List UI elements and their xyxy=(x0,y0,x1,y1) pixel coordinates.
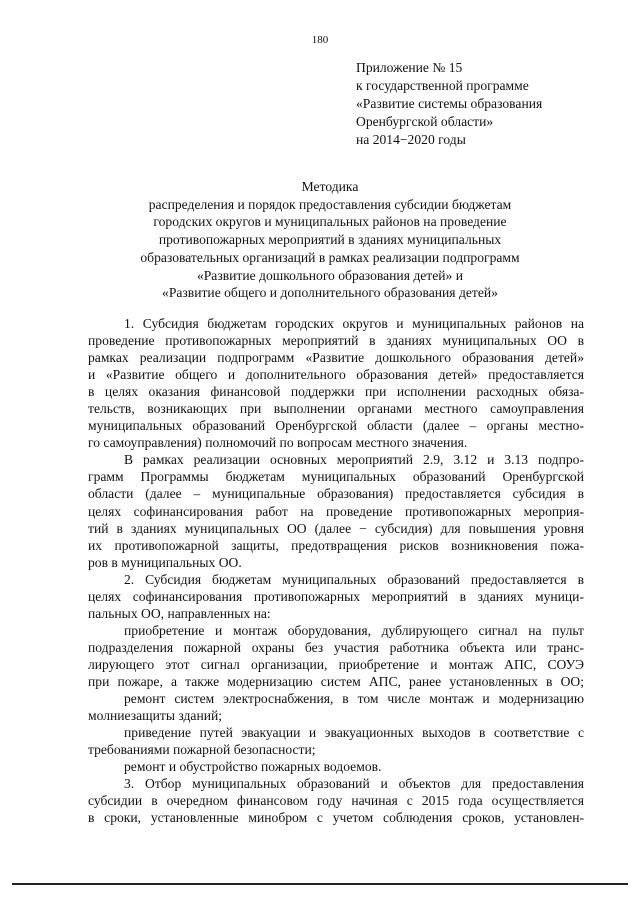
appendix-line: Приложение № 15 xyxy=(356,60,463,75)
paragraph-line: рамках реализации подпрограмм «Развитие дошкольного образования детей» xyxy=(88,350,584,366)
appendix-block xyxy=(356,59,542,149)
paragraph-line: 1. Субсидия бюджетам городских округов и муниципальных районов на xyxy=(124,316,584,331)
paragraph-line: при пожаре, а также модернизацию систем АПС, ранее установленных в ОО; xyxy=(88,673,584,689)
paragraph-line: грамм Программы бюджетам муниципальных образований Оренбургской xyxy=(88,469,584,485)
page-number: 180 xyxy=(311,34,329,46)
appendix-line: к государственной программе xyxy=(356,78,529,93)
paragraph-line: В рамках реализации основных мероприятий 2.9, 3.12 и 3.13 подпро- xyxy=(124,452,584,468)
paragraph-line: целях софинансирования работ на проведение противопожарных мероприя- xyxy=(88,503,584,519)
title-line: образовательных организаций в рамках реализации подпрограмм xyxy=(140,249,520,265)
appendix-line: «Развитие системы образования xyxy=(356,96,543,111)
paragraph-line: приобретение и монтаж оборудования, дублирующего сигнал на пульт xyxy=(124,622,584,638)
paragraph-line: в целях оказания финансовой поддержки при исполнении расходных обяза- xyxy=(88,384,584,400)
paragraph-line: и «Развитие общего и дополнительного образования детей» предоставляется xyxy=(88,367,584,383)
paragraph-line: требованиями пожарной безопасности; xyxy=(88,742,316,758)
title-heading: Методика xyxy=(301,179,359,194)
paragraph-line: молниезащиты зданий; xyxy=(88,708,223,724)
paragraph-line: муниципальных образований Оренбургской области (далее – органы местно- xyxy=(88,418,584,434)
title-line: противопожарных мероприятий в зданиях муниципальных xyxy=(158,232,502,248)
paragraph-line: ремонт систем электроснабжения, в том числе монтаж и модернизацию xyxy=(124,691,584,707)
paragraph-line: проведение противопожарных мероприятий в зданиях муниципальных ОО в xyxy=(88,333,584,349)
paragraph-line: ремонт и обустройство пожарных водоемов. xyxy=(124,759,382,775)
title-line: «Развитие общего и дополнительного образования детей» xyxy=(162,285,498,301)
scan-bottom-edge xyxy=(12,883,628,885)
appendix-line: Оренбургской области» xyxy=(356,114,494,129)
paragraph-line: субсидии в очередном финансовом году начиная с 2015 года осуществляется xyxy=(88,793,584,809)
title-line: городских округов и муниципальных районов на проведение xyxy=(153,214,507,230)
paragraph-line: целях софинансирования противопожарных мероприятий в зданиях муници- xyxy=(88,588,584,604)
paragraph-line: тий в зданиях муниципальных ОО (далее − субсидия) для повышения уровня xyxy=(88,520,584,536)
paragraph-line: 2. Субсидия бюджетам муниципальных образований предоставляется в xyxy=(124,571,584,587)
body-text xyxy=(88,315,584,826)
paragraph-line: го самоуправления) полномочий по вопросам местного значения. xyxy=(88,435,468,451)
paragraph-line: 3. Отбор муниципальных образований и объектов для предоставления xyxy=(124,776,584,792)
paragraph-line: ров в муниципальных ОО. xyxy=(88,554,242,570)
title-line: «Развитие дошкольного образования детей» и xyxy=(196,267,464,283)
paragraph-line: тельств, возникающих при выполнении органами местного самоуправления xyxy=(88,401,584,417)
title-line: распределения и порядок предоставления субсидии бюджетам xyxy=(148,196,512,212)
paragraph-line: в сроки, установленные минобром с учетом соблюдения сроков, установлен- xyxy=(88,810,584,826)
paragraph-line: области (далее – муниципальные образования) предоставляется субсидия в xyxy=(88,486,584,502)
paragraph-line: приведение путей эвакуации и эвакуационных выходов в соответствие с xyxy=(124,725,584,741)
paragraph-line: подразделения пожарной охраны без участия работника объекта или транс- xyxy=(88,639,584,655)
document-title xyxy=(90,178,570,302)
appendix-line: на 2014−2020 годы xyxy=(356,132,466,147)
paragraph-line: их противопожарной защиты, предотвращения рисков возникновения пожа- xyxy=(88,537,584,553)
paragraph-line: пальных ОО, направленных на: xyxy=(88,605,271,621)
paragraph-line: лирующего этот сигнал организации, приобретение и монтаж АПС, СОУЭ xyxy=(88,656,584,672)
